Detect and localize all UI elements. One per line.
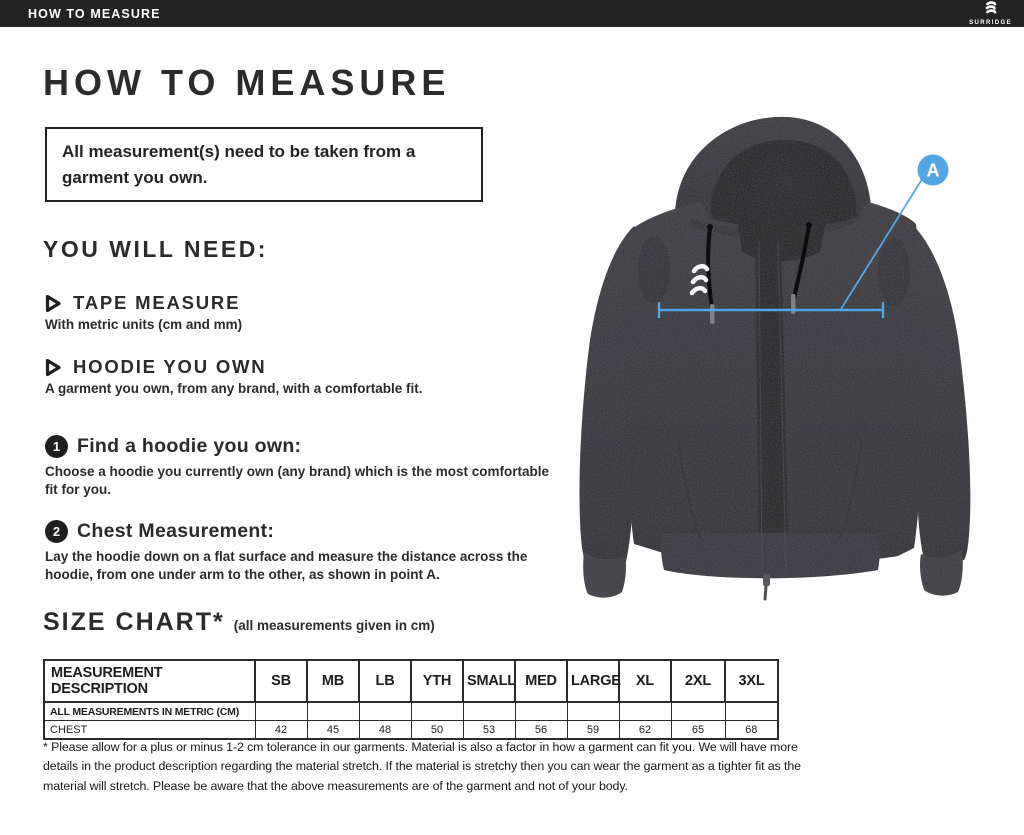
column-header: MB (307, 660, 359, 702)
hoodie-illustration (579, 117, 970, 599)
column-header: SB (255, 660, 307, 702)
column-header: 2XL (671, 660, 725, 702)
hoodie-diagram (560, 100, 1024, 615)
topbar-title: HOW TO MEASURE (28, 6, 161, 21)
cell: 62 (619, 721, 671, 740)
column-header: SMALL (463, 660, 515, 702)
cell: 50 (411, 721, 463, 740)
need-item-title: TAPE MEASURE (73, 292, 241, 313)
size-chart-subtitle: (all measurements given in cm) (233, 618, 435, 633)
surridge-s-icon (983, 1, 999, 19)
size-chart-heading (43, 608, 435, 637)
column-header: MED (515, 660, 567, 702)
need-item-desc: With metric units (cm and mm) (45, 317, 243, 332)
cell: 42 (255, 721, 307, 740)
row-label: ALL MEASUREMENTS IN METRIC (CM) (44, 702, 255, 721)
cell (567, 702, 619, 721)
column-header: LB (359, 660, 411, 702)
cell: 56 (515, 721, 567, 740)
cell (411, 702, 463, 721)
cell (515, 702, 567, 721)
table-row (44, 721, 778, 740)
row-label: CHEST (44, 721, 255, 740)
size-chart-table (43, 659, 779, 740)
need-item-tape-measure (45, 292, 240, 314)
you-will-need-heading: YOU WILL NEED: (43, 236, 268, 262)
brand-name: SURRIDGE (969, 20, 1012, 26)
cell: 45 (307, 721, 359, 740)
cell: 48 (359, 721, 411, 740)
need-item-title: HOODIE YOU OWN (73, 356, 267, 377)
cell (619, 702, 671, 721)
cell (307, 702, 359, 721)
step-title: Chest Measurement: (77, 520, 275, 542)
cell (359, 702, 411, 721)
cell: 68 (725, 721, 778, 740)
table-header-row (44, 660, 778, 702)
page-title: HOW TO MEASURE (43, 62, 451, 103)
cell: 53 (463, 721, 515, 740)
point-a-label: A (926, 160, 940, 181)
cell: 59 (567, 721, 619, 740)
measurement-notice-box: All measurement(s) need to be taken from a garment you own. (45, 127, 483, 202)
cell (255, 702, 307, 721)
cell: 65 (671, 721, 725, 740)
size-chart-title: SIZE CHART* (43, 608, 225, 636)
column-header: 3XL (725, 660, 778, 702)
surridge-logo (969, 1, 1024, 26)
need-item-hoodie (45, 356, 266, 378)
step-2-header (45, 520, 274, 543)
top-bar (0, 0, 1024, 27)
triangle-bullet-icon (45, 294, 62, 313)
step-2-description: Lay the hoodie down on a flat surface and measure the distance across the hoodie, from one under arm to the other, as shown in point A. (45, 549, 528, 583)
tolerance-footnote: * Please allow for a plus or minus 1-2 cm tolerance in our garments. Material is also a factor in how a garment can fit you. We will have more details in the product description regarding the material stretch. If the material is stretchy then you can wear the garment as a tighter fit as the material will stretch. Please be aware that the above measurements are of the garment and not of your body. (43, 740, 801, 793)
table-row (44, 702, 778, 721)
need-item-desc: A garment you own, from any brand, with a comfortable fit. (45, 381, 423, 396)
step-number-badge: 2 (45, 520, 68, 543)
step-1-description: Choose a hoodie you currently own (any brand) which is the most comfortable fit for you. (45, 464, 550, 498)
column-header: MEASUREMENT DESCRIPTION (44, 660, 255, 702)
cell (463, 702, 515, 721)
column-header: XL (619, 660, 671, 702)
step-title: Find a hoodie you own: (77, 435, 302, 457)
step-number-badge: 1 (45, 435, 68, 458)
column-header: LARGE (567, 660, 619, 702)
triangle-bullet-icon (45, 358, 62, 377)
cell (725, 702, 778, 721)
step-1-header (45, 435, 301, 458)
cell (671, 702, 725, 721)
column-header: YTH (411, 660, 463, 702)
